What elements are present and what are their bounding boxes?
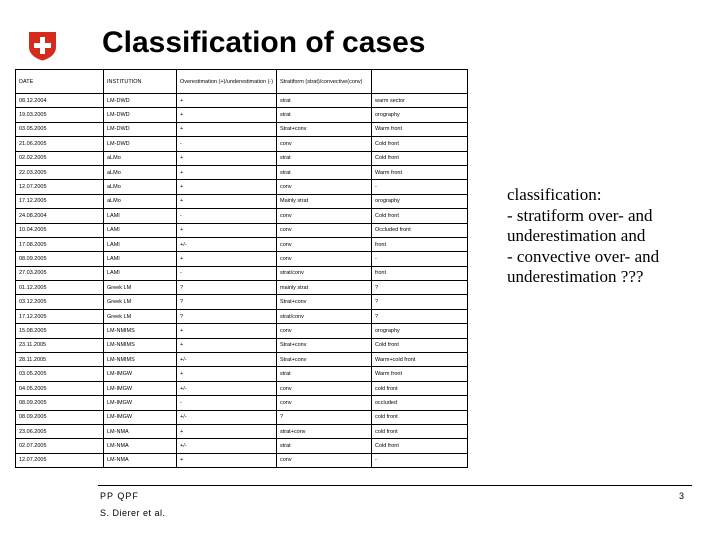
table-cell: LM-IMGW bbox=[104, 396, 177, 410]
table-cell: LM-IMGW bbox=[104, 367, 177, 381]
table-cell: 03.05.2005 bbox=[16, 122, 104, 136]
table-row bbox=[16, 108, 468, 122]
table-cell: LM-DWD bbox=[104, 108, 177, 122]
table-cell: 12.07.2005 bbox=[16, 453, 104, 467]
footer-authors: S. Dierer et al. bbox=[100, 508, 166, 518]
table-cell: LM-NMIMS bbox=[104, 338, 177, 352]
table-cell: - bbox=[372, 453, 468, 467]
table-cell: - bbox=[177, 266, 277, 280]
table-cell: 08.09.2005 bbox=[16, 396, 104, 410]
table-cell: LM-DWD bbox=[104, 137, 177, 151]
table-cell: +/- bbox=[177, 410, 277, 424]
table-cell: 23.11.2005 bbox=[16, 338, 104, 352]
table-cell: - bbox=[177, 137, 277, 151]
table-cell: + bbox=[177, 324, 277, 338]
table-cell: LM-DWD bbox=[104, 94, 177, 108]
table-cell: LAMI bbox=[104, 223, 177, 237]
note-line: classification: bbox=[507, 185, 602, 204]
classification-note bbox=[507, 185, 712, 288]
table-cell: conv bbox=[277, 223, 372, 237]
table-cell: + bbox=[177, 108, 277, 122]
table-cell: Strat+conv bbox=[277, 353, 372, 367]
footer-rule bbox=[98, 485, 692, 486]
table-cell: orography bbox=[372, 194, 468, 208]
table-cell: conv bbox=[277, 453, 372, 467]
table-row bbox=[16, 165, 468, 179]
footer-label: PP QPF bbox=[100, 491, 139, 501]
table-cell: orography bbox=[372, 108, 468, 122]
table-cell: - bbox=[372, 180, 468, 194]
table-cell: 21.06.2005 bbox=[16, 137, 104, 151]
table-cell: 27.03.2005 bbox=[16, 266, 104, 280]
table-cell: ? bbox=[177, 281, 277, 295]
table-cell: Mainly strat bbox=[277, 194, 372, 208]
table-cell: 03.05.2005 bbox=[16, 367, 104, 381]
table-cell: Warm front bbox=[372, 367, 468, 381]
table-cell: aLMo bbox=[104, 165, 177, 179]
table-row bbox=[16, 295, 468, 309]
table-cell: + bbox=[177, 453, 277, 467]
table-cell: front bbox=[372, 266, 468, 280]
table-cell: 02.07.2005 bbox=[16, 439, 104, 453]
table-cell: + bbox=[177, 252, 277, 266]
table-cell: strat bbox=[277, 367, 372, 381]
table-cell: LM-IMGW bbox=[104, 410, 177, 424]
table-cell: aLMo bbox=[104, 194, 177, 208]
table-cell: LM-DWD bbox=[104, 122, 177, 136]
table-cell: +/- bbox=[177, 353, 277, 367]
table-row bbox=[16, 281, 468, 295]
table-cell: + bbox=[177, 122, 277, 136]
table-cell: Occluded front bbox=[372, 223, 468, 237]
page-number: 3 bbox=[679, 491, 685, 501]
table-cell: + bbox=[177, 151, 277, 165]
table-row bbox=[16, 137, 468, 151]
table-header-cell: Stratiform (strat)/convective(conv) bbox=[277, 70, 372, 94]
table-cell: strat bbox=[277, 94, 372, 108]
table-cell: LM-NMA bbox=[104, 453, 177, 467]
table-cell: conv bbox=[277, 396, 372, 410]
table-cell: + bbox=[177, 165, 277, 179]
table-cell: conv bbox=[277, 137, 372, 151]
table-cell: Cold front bbox=[372, 137, 468, 151]
table-cell: ? bbox=[372, 281, 468, 295]
table-row bbox=[16, 151, 468, 165]
table-cell: +/- bbox=[177, 439, 277, 453]
table-cell: 08.09.2005 bbox=[16, 252, 104, 266]
table-cell: + bbox=[177, 367, 277, 381]
table-cell: 04.05.2005 bbox=[16, 381, 104, 395]
table-cell: cold front bbox=[372, 410, 468, 424]
table-row bbox=[16, 209, 468, 223]
table-cell: warm sector bbox=[372, 94, 468, 108]
table-cell: conv bbox=[277, 237, 372, 251]
table-cell: 15.08.2005 bbox=[16, 324, 104, 338]
table-cell: Greek LM bbox=[104, 295, 177, 309]
table-row bbox=[16, 424, 468, 438]
table-row bbox=[16, 338, 468, 352]
table-cell: LM-IMGW bbox=[104, 381, 177, 395]
table-cell: orography bbox=[372, 324, 468, 338]
table-row bbox=[16, 266, 468, 280]
table-cell: cold front bbox=[372, 381, 468, 395]
table-cell: conv bbox=[277, 209, 372, 223]
table-cell: ? bbox=[372, 309, 468, 323]
table-cell: LM-NMA bbox=[104, 439, 177, 453]
table-cell: aLMo bbox=[104, 151, 177, 165]
table-cell: +/- bbox=[177, 237, 277, 251]
table-header-cell: INSTITUTION bbox=[104, 70, 177, 94]
table-row bbox=[16, 453, 468, 467]
table-cell: 02.02.2005 bbox=[16, 151, 104, 165]
table-cell: LM-NMIMS bbox=[104, 353, 177, 367]
table-cell: 17.08.2005 bbox=[16, 237, 104, 251]
note-line: - stratiform over- and bbox=[507, 205, 653, 225]
table-header-row bbox=[16, 70, 468, 94]
table-row bbox=[16, 122, 468, 136]
table-cell: aLMo bbox=[104, 180, 177, 194]
table-cell: Warm front bbox=[372, 165, 468, 179]
table-cell: ? bbox=[277, 410, 372, 424]
table-cell: conv bbox=[277, 381, 372, 395]
table-cell: 12.07.2005 bbox=[16, 180, 104, 194]
table-cell: front bbox=[372, 237, 468, 251]
swiss-cross-icon bbox=[28, 31, 57, 61]
note-line: underestimation and bbox=[507, 226, 646, 245]
table-cell: Strat+conv bbox=[277, 295, 372, 309]
table-row bbox=[16, 367, 468, 381]
table-cell: conv bbox=[277, 252, 372, 266]
table-cell: Strat+conv bbox=[277, 338, 372, 352]
table-row bbox=[16, 223, 468, 237]
note-line: - convective over- and bbox=[507, 246, 660, 266]
table-cell: + bbox=[177, 424, 277, 438]
table-cell: 17.12.2005 bbox=[16, 309, 104, 323]
table-cell: ? bbox=[177, 309, 277, 323]
table-cell: LAMI bbox=[104, 209, 177, 223]
table-cell: ? bbox=[372, 295, 468, 309]
table-cell: Strat+conv bbox=[277, 122, 372, 136]
table-cell: + bbox=[177, 338, 277, 352]
cases-table bbox=[15, 69, 468, 468]
table-cell: strat bbox=[277, 108, 372, 122]
table-cell: +/- bbox=[177, 381, 277, 395]
table-row bbox=[16, 237, 468, 251]
table-cell: - bbox=[372, 252, 468, 266]
table-cell: - bbox=[177, 209, 277, 223]
table-cell: 23.06.2005 bbox=[16, 424, 104, 438]
table-cell: occluded bbox=[372, 396, 468, 410]
table-cell: Warm front bbox=[372, 122, 468, 136]
table-row bbox=[16, 439, 468, 453]
table-cell: strat+conv bbox=[277, 424, 372, 438]
table-cell: 10.04.2005 bbox=[16, 223, 104, 237]
table-cell: 17.12.2005 bbox=[16, 194, 104, 208]
table-row bbox=[16, 396, 468, 410]
table-row bbox=[16, 180, 468, 194]
table-cell: 24.08.2004 bbox=[16, 209, 104, 223]
table-row bbox=[16, 381, 468, 395]
table-cell: strat/conv bbox=[277, 266, 372, 280]
table-cell: - bbox=[177, 396, 277, 410]
table-row bbox=[16, 410, 468, 424]
table-cell: strat bbox=[277, 439, 372, 453]
table-cell: 19.03.2005 bbox=[16, 108, 104, 122]
table-cell: + bbox=[177, 194, 277, 208]
table-cell: ? bbox=[177, 295, 277, 309]
table-row bbox=[16, 252, 468, 266]
table-cell: Cold front bbox=[372, 338, 468, 352]
note-line: underestimation ??? bbox=[507, 267, 644, 286]
table-cell: LM-NMIMS bbox=[104, 324, 177, 338]
table-cell: Warm+cold front bbox=[372, 353, 468, 367]
table-cell: 28.11.2005 bbox=[16, 353, 104, 367]
table-cell: + bbox=[177, 223, 277, 237]
table-cell: conv bbox=[277, 180, 372, 194]
table-cell: 22.03.2005 bbox=[16, 165, 104, 179]
table-cell: Cold front bbox=[372, 209, 468, 223]
table-cell: 08.09.2005 bbox=[16, 410, 104, 424]
table-cell: LAMI bbox=[104, 252, 177, 266]
table-row bbox=[16, 194, 468, 208]
table-row bbox=[16, 94, 468, 108]
table-cell: LM-NMA bbox=[104, 424, 177, 438]
table-cell: Cold front bbox=[372, 151, 468, 165]
table-row bbox=[16, 353, 468, 367]
table-cell: strat bbox=[277, 151, 372, 165]
table-cell: + bbox=[177, 180, 277, 194]
table-cell: LAMI bbox=[104, 266, 177, 280]
table-cell: + bbox=[177, 94, 277, 108]
table-row bbox=[16, 324, 468, 338]
table-header-cell bbox=[372, 70, 468, 94]
table-cell: mainly strat bbox=[277, 281, 372, 295]
table-cell: strat bbox=[277, 165, 372, 179]
table-cell: 03.12.2005 bbox=[16, 295, 104, 309]
table-cell: conv bbox=[277, 324, 372, 338]
table-cell: LAMI bbox=[104, 237, 177, 251]
page-title: Classification of cases bbox=[102, 26, 426, 59]
table-header-cell: Overestimation (+)/underestimation (-) bbox=[177, 70, 277, 94]
table-cell: cold front bbox=[372, 424, 468, 438]
table-cell: Greek LM bbox=[104, 309, 177, 323]
table-row bbox=[16, 309, 468, 323]
table-header-cell: DATE bbox=[16, 70, 104, 94]
table-cell: strat/conv bbox=[277, 309, 372, 323]
table-cell: 08.12.2004 bbox=[16, 94, 104, 108]
table-cell: 01.12.2005 bbox=[16, 281, 104, 295]
table-cell: Cold front bbox=[372, 439, 468, 453]
table-cell: Greek LM bbox=[104, 281, 177, 295]
